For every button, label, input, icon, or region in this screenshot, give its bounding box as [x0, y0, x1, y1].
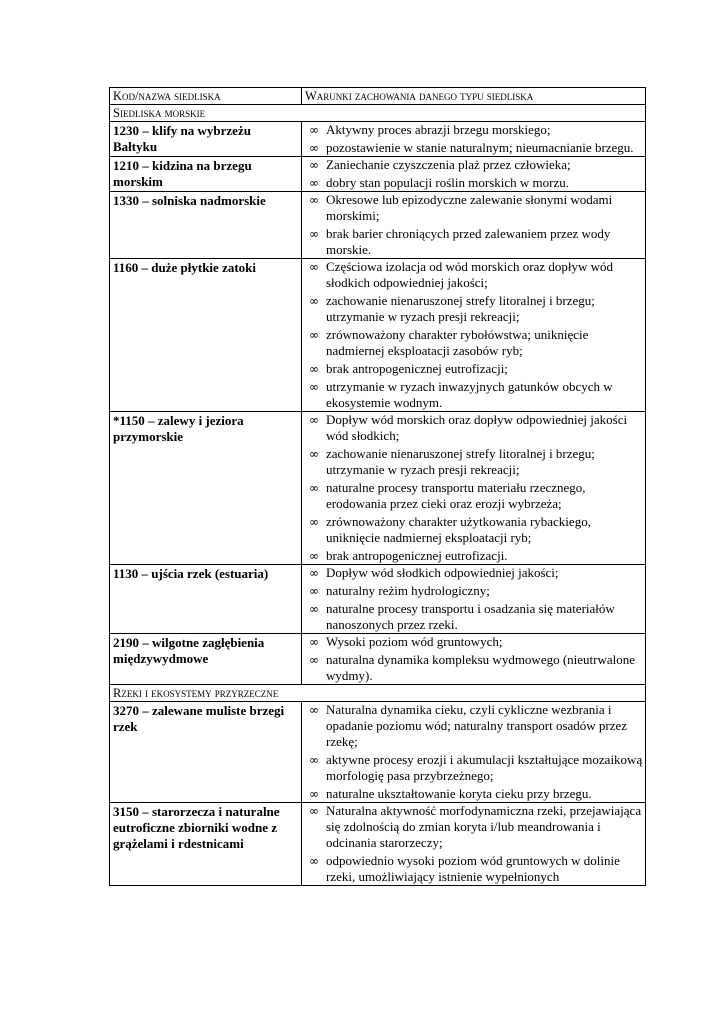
infinity-icon: ∞ [309, 328, 319, 342]
section-title: Rzeki i ekosystemy przyrzeczne [110, 685, 646, 702]
habitat-conditions [302, 259, 646, 412]
habitat-conditions [302, 157, 646, 192]
list-item [302, 803, 643, 851]
list-item [302, 259, 643, 291]
infinity-icon: ∞ [309, 380, 319, 394]
condition-text: Naturalna dynamika cieku, czyli cykliczne wezbrania i opadanie poziomu wód; naturalny transport osadów przez rzekę; [326, 702, 628, 749]
habitat-conditions [302, 803, 646, 886]
infinity-icon: ∞ [309, 481, 319, 495]
infinity-icon: ∞ [309, 176, 319, 190]
conditions-list [302, 157, 643, 191]
conditions-list [302, 702, 643, 802]
infinity-icon: ∞ [309, 549, 319, 563]
table-body [110, 105, 646, 886]
table-row [110, 634, 646, 685]
infinity-icon: ∞ [309, 447, 319, 461]
list-item [302, 583, 643, 599]
table-row [110, 803, 646, 886]
habitat-conditions [302, 565, 646, 634]
list-item [302, 361, 643, 377]
condition-text: Okresowe lub epizodyczne zalewanie słonymi wodami morskimi; [326, 192, 613, 223]
conditions-list [302, 122, 643, 156]
condition-text: brak antropogenicznej eutrofizacji; [326, 361, 508, 376]
habitat-name: *1150 – zalewy i jeziora przymorskie [110, 412, 302, 565]
infinity-icon: ∞ [309, 260, 319, 274]
condition-text: brak antropogenicznej eutrofizacji. [326, 548, 508, 563]
infinity-icon: ∞ [309, 753, 319, 767]
infinity-icon: ∞ [309, 787, 319, 801]
infinity-icon: ∞ [309, 141, 319, 155]
list-item [302, 122, 643, 138]
habitat-name: 3270 – zalewane muliste brzegi rzek [110, 702, 302, 803]
infinity-icon: ∞ [309, 584, 319, 598]
header-conditions: Warunki zachowania danego typu siedliska [302, 88, 646, 105]
table-row [110, 122, 646, 157]
infinity-icon: ∞ [309, 158, 319, 172]
header-habitat-code: Kod/nazwa siedliska [110, 88, 302, 105]
conditions-list [302, 634, 643, 684]
list-item [302, 293, 643, 325]
condition-text: aktywne procesy erozji i akumulacji kształtujące mozaikową morfologię pasa przybrzeżnego; [326, 752, 643, 783]
habitat-name: 1160 – duże płytkie zatoki [110, 259, 302, 412]
list-item [302, 652, 643, 684]
list-item [302, 565, 643, 581]
condition-text: naturalny reżim hydrologiczny; [326, 583, 490, 598]
list-item [302, 786, 643, 802]
list-item [302, 853, 643, 885]
list-item [302, 601, 643, 633]
condition-text: naturalne procesy transportu i osadzania się materiałów nanoszonych przez rzeki. [326, 601, 615, 632]
infinity-icon: ∞ [309, 602, 319, 616]
list-item [302, 702, 643, 750]
list-item [302, 752, 643, 784]
condition-text: pozostawienie w stanie naturalnym; nieumacnianie brzegu. [326, 140, 634, 155]
infinity-icon: ∞ [309, 804, 319, 818]
list-item [302, 379, 643, 411]
list-item [302, 634, 643, 650]
conditions-list [302, 259, 643, 411]
conditions-list [302, 803, 643, 885]
list-item [302, 412, 643, 444]
table-row [110, 565, 646, 634]
habitat-conditions [302, 192, 646, 259]
list-item [302, 446, 643, 478]
habitat-name: 1330 – solniska nadmorskie [110, 192, 302, 259]
habitat-name: 1210 – kidzina na brzegu morskim [110, 157, 302, 192]
habitat-conditions-table [109, 87, 646, 886]
list-item [302, 140, 643, 156]
infinity-icon: ∞ [309, 123, 319, 137]
condition-text: naturalna dynamika kompleksu wydmowego (nieutrwalone wydmy). [326, 652, 636, 683]
condition-text: naturalne ukształtowanie koryta cieku przy brzegu. [326, 786, 592, 801]
infinity-icon: ∞ [309, 227, 319, 241]
condition-text: naturalne procesy transportu materiału rzecznego, erodowania przez cieki oraz erozji wybrzeża; [326, 480, 586, 511]
section-row [110, 105, 646, 122]
infinity-icon: ∞ [309, 193, 319, 207]
habitat-conditions [302, 634, 646, 685]
list-item [302, 514, 643, 546]
condition-text: Dopływ wód morskich oraz dopływ odpowiedniej jakości wód słodkich; [326, 412, 628, 443]
condition-text: zrównoważony charakter rybołówstwa; uniknięcie nadmiernej eksploatacji zasobów ryb; [326, 327, 589, 358]
infinity-icon: ∞ [309, 635, 319, 649]
condition-text: brak barier chroniących przed zalewaniem przez wody morskie. [326, 226, 611, 257]
condition-text: dobry stan populacji roślin morskich w morzu. [326, 175, 569, 190]
list-item [302, 480, 643, 512]
condition-text: Dopływ wód słodkich odpowiedniej jakości; [326, 565, 559, 580]
list-item [302, 175, 643, 191]
list-item [302, 157, 643, 173]
condition-text: zrównoważony charakter użytkowania rybackiego, uniknięcie nadmiernej eksploatacji ryb; [326, 514, 591, 545]
infinity-icon: ∞ [309, 362, 319, 376]
list-item [302, 226, 643, 258]
list-item [302, 327, 643, 359]
conditions-list [302, 565, 643, 633]
table-row [110, 412, 646, 565]
infinity-icon: ∞ [309, 413, 319, 427]
table-row [110, 702, 646, 803]
section-row [110, 685, 646, 702]
habitat-name: 2190 – wilgotne zagłębienia międzywydmowe [110, 634, 302, 685]
table-row [110, 259, 646, 412]
table-header-row [110, 88, 646, 105]
condition-text: Wysoki poziom wód gruntowych; [326, 634, 503, 649]
table-row [110, 192, 646, 259]
condition-text: zachowanie nienaruszonej strefy litoralnej i brzegu; utrzymanie w ryzach presji rekreacji; [326, 293, 595, 324]
list-item [302, 192, 643, 224]
condition-text: Naturalna aktywność morfodynamiczna rzeki, przejawiająca się zdolnością do zmian koryta i/lub meandrowania i odcinania starorzeczy; [326, 803, 642, 850]
conditions-list [302, 192, 643, 258]
habitat-conditions [302, 702, 646, 803]
habitat-conditions [302, 412, 646, 565]
list-item [302, 548, 643, 564]
condition-text: Częściowa izolacja od wód morskich oraz dopływ wód słodkich odpowiedniej jakości; [326, 259, 614, 290]
condition-text: Zaniechanie czyszczenia plaż przez człowieka; [326, 157, 571, 172]
table-row [110, 157, 646, 192]
infinity-icon: ∞ [309, 854, 319, 868]
condition-text: odpowiednio wysoki poziom wód gruntowych w dolinie rzeki, umożliwiający istnienie wypełnionych [326, 853, 620, 884]
habitat-conditions [302, 122, 646, 157]
infinity-icon: ∞ [309, 294, 319, 308]
condition-text: utrzymanie w ryzach inwazyjnych gatunków obcych w ekosystemie wodnym. [326, 379, 613, 410]
condition-text: Aktywny proces abrazji brzegu morskiego; [326, 122, 551, 137]
habitat-name: 3150 – starorzecza i naturalne eutroficzne zbiorniki wodne z grążelami i rdestnicami [110, 803, 302, 886]
infinity-icon: ∞ [309, 653, 319, 667]
condition-text: zachowanie nienaruszonej strefy litoralnej i brzegu; utrzymanie w ryzach presji rekreacji; [326, 446, 595, 477]
habitat-name: 1230 – klify na wybrzeżu Bałtyku [110, 122, 302, 157]
conditions-list [302, 412, 643, 564]
infinity-icon: ∞ [309, 515, 319, 529]
infinity-icon: ∞ [309, 703, 319, 717]
habitat-name: 1130 – ujścia rzek (estuaria) [110, 565, 302, 634]
infinity-icon: ∞ [309, 566, 319, 580]
section-title: Siedliska morskie [110, 105, 646, 122]
